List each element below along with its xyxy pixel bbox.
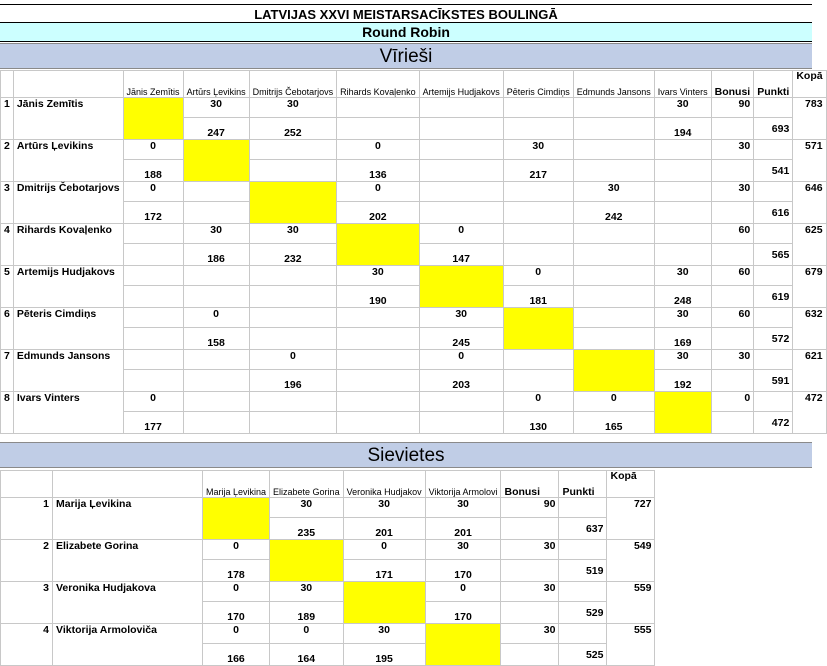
score-cell: 181	[503, 286, 573, 308]
bonus-points-cell: 30	[270, 498, 344, 518]
bonus-points-cell: 0	[503, 392, 573, 412]
score-cell	[183, 370, 249, 392]
score-cell	[249, 412, 337, 434]
self-match-cell	[123, 98, 183, 140]
bonus-points-cell	[249, 392, 337, 412]
men-section-header: Vīrieši	[0, 43, 812, 69]
bonus-points-cell: 30	[337, 266, 420, 286]
score-cell	[654, 244, 711, 266]
bonus-points-cell: 0	[123, 140, 183, 160]
grand-total: 625	[793, 224, 826, 266]
bonus-points-cell	[249, 140, 337, 160]
bonus-points-cell: 30	[425, 540, 501, 560]
bonus-points-cell	[123, 266, 183, 286]
player-name: Artūrs Ļevikins	[13, 140, 123, 182]
self-match-cell	[337, 224, 420, 266]
bonus-points-cell: 30	[425, 498, 501, 518]
score-cell	[573, 328, 654, 350]
bonus-points-cell	[183, 350, 249, 370]
score-cell	[654, 202, 711, 224]
blank	[754, 350, 793, 370]
player-name: Viktorija Armolovičа	[53, 624, 203, 666]
bonus-points-cell: 30	[270, 582, 344, 602]
blank	[754, 98, 793, 118]
bonus-points-cell	[654, 224, 711, 244]
bonus-total: 30	[711, 182, 754, 202]
column-header-player: Jānis Zemītis	[123, 71, 183, 98]
blank	[711, 370, 754, 392]
blank	[501, 560, 559, 582]
bonus-total: 30	[711, 350, 754, 370]
bonus-points-cell: 0	[203, 582, 270, 602]
score-cell	[183, 202, 249, 224]
grand-total: 646	[793, 182, 826, 224]
bonus-points-cell: 0	[203, 624, 270, 644]
score-cell: 202	[337, 202, 420, 224]
column-header-player: Edmunds Jansons	[573, 71, 654, 98]
women-section-header: Sievietes	[0, 442, 812, 468]
self-match-cell	[419, 266, 503, 308]
score-cell: 203	[419, 370, 503, 392]
score-cell	[337, 118, 420, 140]
bonus-points-cell	[573, 308, 654, 328]
player-name: Rihards Kovaļenko	[13, 224, 123, 266]
bonus-points-cell: 0	[123, 392, 183, 412]
bonus-points-cell: 30	[249, 98, 337, 118]
player-name: Elizabete Gorina	[53, 540, 203, 582]
score-cell: 178	[203, 560, 270, 582]
bonus-points-cell	[503, 350, 573, 370]
bonus-points-cell: 30	[419, 308, 503, 328]
score-cell	[573, 286, 654, 308]
score-cell: 195	[343, 644, 425, 666]
bonus-points-cell: 0	[337, 182, 420, 202]
self-match-cell	[183, 140, 249, 182]
score-cell	[419, 160, 503, 182]
grand-total: 621	[793, 350, 826, 392]
points-total: 619	[754, 286, 793, 308]
score-cell	[573, 118, 654, 140]
player-name: Marija Ļevikina	[53, 498, 203, 540]
column-header-bonus: Bonusi	[501, 471, 559, 498]
player-name: Pēteris Cimdiņs	[13, 308, 123, 350]
page-title: LATVIJAS XXVI MEISTARSACĪKSTES BOULINGĀ	[0, 4, 812, 23]
score-cell: 217	[503, 160, 573, 182]
column-header-points: Punkti	[754, 71, 793, 98]
rank: 5	[1, 266, 14, 308]
score-cell: 170	[203, 602, 270, 624]
blank	[754, 308, 793, 328]
score-cell	[249, 160, 337, 182]
bonus-points-cell	[654, 140, 711, 160]
header-blank	[1, 471, 53, 498]
grand-total: 555	[607, 624, 655, 666]
score-cell: 188	[123, 160, 183, 182]
points-total: 525	[559, 644, 607, 666]
blank	[501, 602, 559, 624]
score-cell	[183, 412, 249, 434]
score-cell: 194	[654, 118, 711, 140]
bonus-points-cell	[183, 392, 249, 412]
points-total: 472	[754, 412, 793, 434]
blank	[754, 182, 793, 202]
rank: 1	[1, 498, 53, 540]
rank: 6	[1, 308, 14, 350]
bonus-points-cell: 0	[203, 540, 270, 560]
bonus-points-cell	[337, 98, 420, 118]
grand-total: 727	[607, 498, 655, 540]
rank: 2	[1, 540, 53, 582]
bonus-points-cell	[183, 266, 249, 286]
score-cell	[573, 160, 654, 182]
column-header-total: Kopā	[607, 471, 655, 498]
score-cell: 136	[337, 160, 420, 182]
column-header-bonus: Bonusi	[711, 71, 754, 98]
bonus-points-cell: 30	[654, 350, 711, 370]
bonus-points-cell	[503, 182, 573, 202]
player-name: Dmitrijs Čebotarjovs	[13, 182, 123, 224]
bonus-points-cell: 30	[654, 308, 711, 328]
score-cell: 242	[573, 202, 654, 224]
self-match-cell	[343, 582, 425, 624]
score-cell	[573, 244, 654, 266]
rank: 8	[1, 392, 14, 434]
self-match-cell	[503, 308, 573, 350]
bonus-points-cell	[503, 224, 573, 244]
points-total: 637	[559, 518, 607, 540]
blank	[711, 202, 754, 224]
score-cell	[503, 202, 573, 224]
score-cell: 189	[270, 602, 344, 624]
score-cell	[419, 118, 503, 140]
points-total: 519	[559, 560, 607, 582]
points-total: 693	[754, 118, 793, 140]
score-cell: 147	[419, 244, 503, 266]
blank	[711, 160, 754, 182]
header-blank	[1, 71, 14, 98]
bonus-total: 30	[501, 624, 559, 644]
bonus-points-cell: 0	[573, 392, 654, 412]
column-header-player: Dmitrijs Čebotarjovs	[249, 71, 337, 98]
score-cell	[123, 328, 183, 350]
blank	[501, 518, 559, 540]
bonus-points-cell: 0	[270, 624, 344, 644]
bonus-points-cell: 30	[654, 98, 711, 118]
bonus-points-cell	[337, 350, 420, 370]
bonus-points-cell: 0	[425, 582, 501, 602]
bonus-points-cell: 30	[343, 498, 425, 518]
bonus-points-cell	[419, 98, 503, 118]
grand-total: 559	[607, 582, 655, 624]
score-cell: 177	[123, 412, 183, 434]
rank: 2	[1, 140, 14, 182]
bonus-points-cell: 30	[503, 140, 573, 160]
score-cell: 130	[503, 412, 573, 434]
grand-total: 571	[793, 140, 826, 182]
bonus-points-cell: 0	[123, 182, 183, 202]
bonus-points-cell: 0	[419, 224, 503, 244]
score-cell: 170	[425, 602, 501, 624]
player-name: Artemijs Hudjakovs	[13, 266, 123, 308]
bonus-total: 60	[711, 266, 754, 286]
bonus-total: 90	[501, 498, 559, 518]
self-match-cell	[203, 498, 270, 540]
grand-total: 549	[607, 540, 655, 582]
score-cell: 201	[343, 518, 425, 540]
score-cell: 158	[183, 328, 249, 350]
points-total: 565	[754, 244, 793, 266]
bonus-total: 60	[711, 224, 754, 244]
bonus-points-cell: 0	[503, 266, 573, 286]
score-cell: 252	[249, 118, 337, 140]
bonus-points-cell: 30	[573, 182, 654, 202]
column-header-player: Marija Ļevikina	[203, 471, 270, 498]
rank: 1	[1, 98, 14, 140]
bonus-points-cell	[123, 308, 183, 328]
column-header-player: Artemijs Hudjakovs	[419, 71, 503, 98]
score-cell: 235	[270, 518, 344, 540]
score-cell: 247	[183, 118, 249, 140]
bonus-points-cell: 30	[183, 224, 249, 244]
men-results-table	[0, 70, 827, 434]
bonus-points-cell	[419, 182, 503, 202]
blank	[711, 118, 754, 140]
blank	[754, 266, 793, 286]
score-cell	[123, 286, 183, 308]
score-cell	[183, 286, 249, 308]
grand-total: 783	[793, 98, 826, 140]
score-cell: 248	[654, 286, 711, 308]
score-cell: 196	[249, 370, 337, 392]
self-match-cell	[573, 350, 654, 392]
bonus-total: 30	[711, 140, 754, 160]
score-cell: 164	[270, 644, 344, 666]
bonus-points-cell	[337, 392, 420, 412]
player-name: Jānis Zemītis	[13, 98, 123, 140]
self-match-cell	[425, 624, 501, 666]
bonus-points-cell: 30	[343, 624, 425, 644]
bonus-total: 30	[501, 582, 559, 602]
round-robin-label: Round Robin	[0, 23, 812, 42]
blank	[559, 540, 607, 560]
score-cell: 245	[419, 328, 503, 350]
blank	[754, 224, 793, 244]
blank	[754, 140, 793, 160]
points-total: 591	[754, 370, 793, 392]
bonus-points-cell	[573, 266, 654, 286]
self-match-cell	[270, 540, 344, 582]
bonus-total: 60	[711, 308, 754, 328]
score-cell	[123, 244, 183, 266]
blank	[559, 498, 607, 518]
rank: 4	[1, 224, 14, 266]
grand-total: 679	[793, 266, 826, 308]
score-cell	[249, 286, 337, 308]
rank: 7	[1, 350, 14, 392]
bonus-points-cell	[249, 308, 337, 328]
bonus-points-cell	[654, 182, 711, 202]
score-cell	[503, 244, 573, 266]
column-header-player: Elizabete Gorina	[270, 471, 344, 498]
rank: 3	[1, 582, 53, 624]
score-cell	[419, 412, 503, 434]
blank	[711, 412, 754, 434]
blank	[711, 244, 754, 266]
bonus-points-cell: 0	[249, 350, 337, 370]
column-header-player: Veronika Hudjakov	[343, 471, 425, 498]
blank	[754, 392, 793, 412]
bonus-points-cell	[183, 182, 249, 202]
score-cell: 190	[337, 286, 420, 308]
bonus-total: 0	[711, 392, 754, 412]
grand-total: 472	[793, 392, 826, 434]
score-cell: 201	[425, 518, 501, 540]
player-name: Ivars Vinters	[13, 392, 123, 434]
grand-total: 632	[793, 308, 826, 350]
score-cell	[337, 328, 420, 350]
score-cell	[337, 412, 420, 434]
bonus-points-cell: 0	[419, 350, 503, 370]
score-cell	[503, 118, 573, 140]
bonus-points-cell: 30	[183, 98, 249, 118]
bonus-points-cell	[573, 140, 654, 160]
bonus-points-cell: 30	[654, 266, 711, 286]
score-cell	[503, 370, 573, 392]
bonus-points-cell	[337, 308, 420, 328]
score-cell: 172	[123, 202, 183, 224]
points-total: 572	[754, 328, 793, 350]
column-header-player: Artūrs Ļevikins	[183, 71, 249, 98]
rank: 3	[1, 182, 14, 224]
blank	[559, 624, 607, 644]
score-cell: 186	[183, 244, 249, 266]
blank	[501, 644, 559, 666]
bonus-total: 30	[501, 540, 559, 560]
blank	[559, 582, 607, 602]
blank	[711, 328, 754, 350]
bonus-total: 90	[711, 98, 754, 118]
player-name: Veronika Hudjakova	[53, 582, 203, 624]
self-match-cell	[654, 392, 711, 434]
score-cell	[123, 370, 183, 392]
player-name: Edmunds Jansons	[13, 350, 123, 392]
bonus-points-cell: 30	[249, 224, 337, 244]
bonus-points-cell	[419, 140, 503, 160]
bonus-points-cell	[419, 392, 503, 412]
bonus-points-cell	[503, 98, 573, 118]
score-cell	[337, 370, 420, 392]
bonus-points-cell	[249, 266, 337, 286]
self-match-cell	[249, 182, 337, 224]
bonus-points-cell: 0	[337, 140, 420, 160]
bonus-points-cell	[573, 224, 654, 244]
score-cell: 192	[654, 370, 711, 392]
column-header-player: Rihards Kovaļenko	[337, 71, 420, 98]
score-cell: 165	[573, 412, 654, 434]
bonus-points-cell	[573, 98, 654, 118]
header-blank	[13, 71, 123, 98]
bonus-points-cell: 0	[343, 540, 425, 560]
rank: 4	[1, 624, 53, 666]
score-cell	[654, 160, 711, 182]
score-cell: 171	[343, 560, 425, 582]
score-cell: 232	[249, 244, 337, 266]
bonus-points-cell	[123, 350, 183, 370]
blank	[711, 286, 754, 308]
points-total: 616	[754, 202, 793, 224]
bonus-points-cell	[123, 224, 183, 244]
score-cell	[419, 202, 503, 224]
score-cell: 170	[425, 560, 501, 582]
points-total: 541	[754, 160, 793, 182]
points-total: 529	[559, 602, 607, 624]
column-header-player: Viktorija Armolovi	[425, 471, 501, 498]
score-cell	[249, 328, 337, 350]
column-header-points: Punkti	[559, 471, 607, 498]
score-cell: 169	[654, 328, 711, 350]
column-header-player: Ivars Vinters	[654, 71, 711, 98]
column-header-total: Kopā	[793, 71, 826, 98]
score-cell: 166	[203, 644, 270, 666]
bonus-points-cell: 0	[183, 308, 249, 328]
header-blank	[53, 471, 203, 498]
column-header-player: Pēteris Cimdiņs	[503, 71, 573, 98]
women-results-table	[0, 470, 655, 666]
